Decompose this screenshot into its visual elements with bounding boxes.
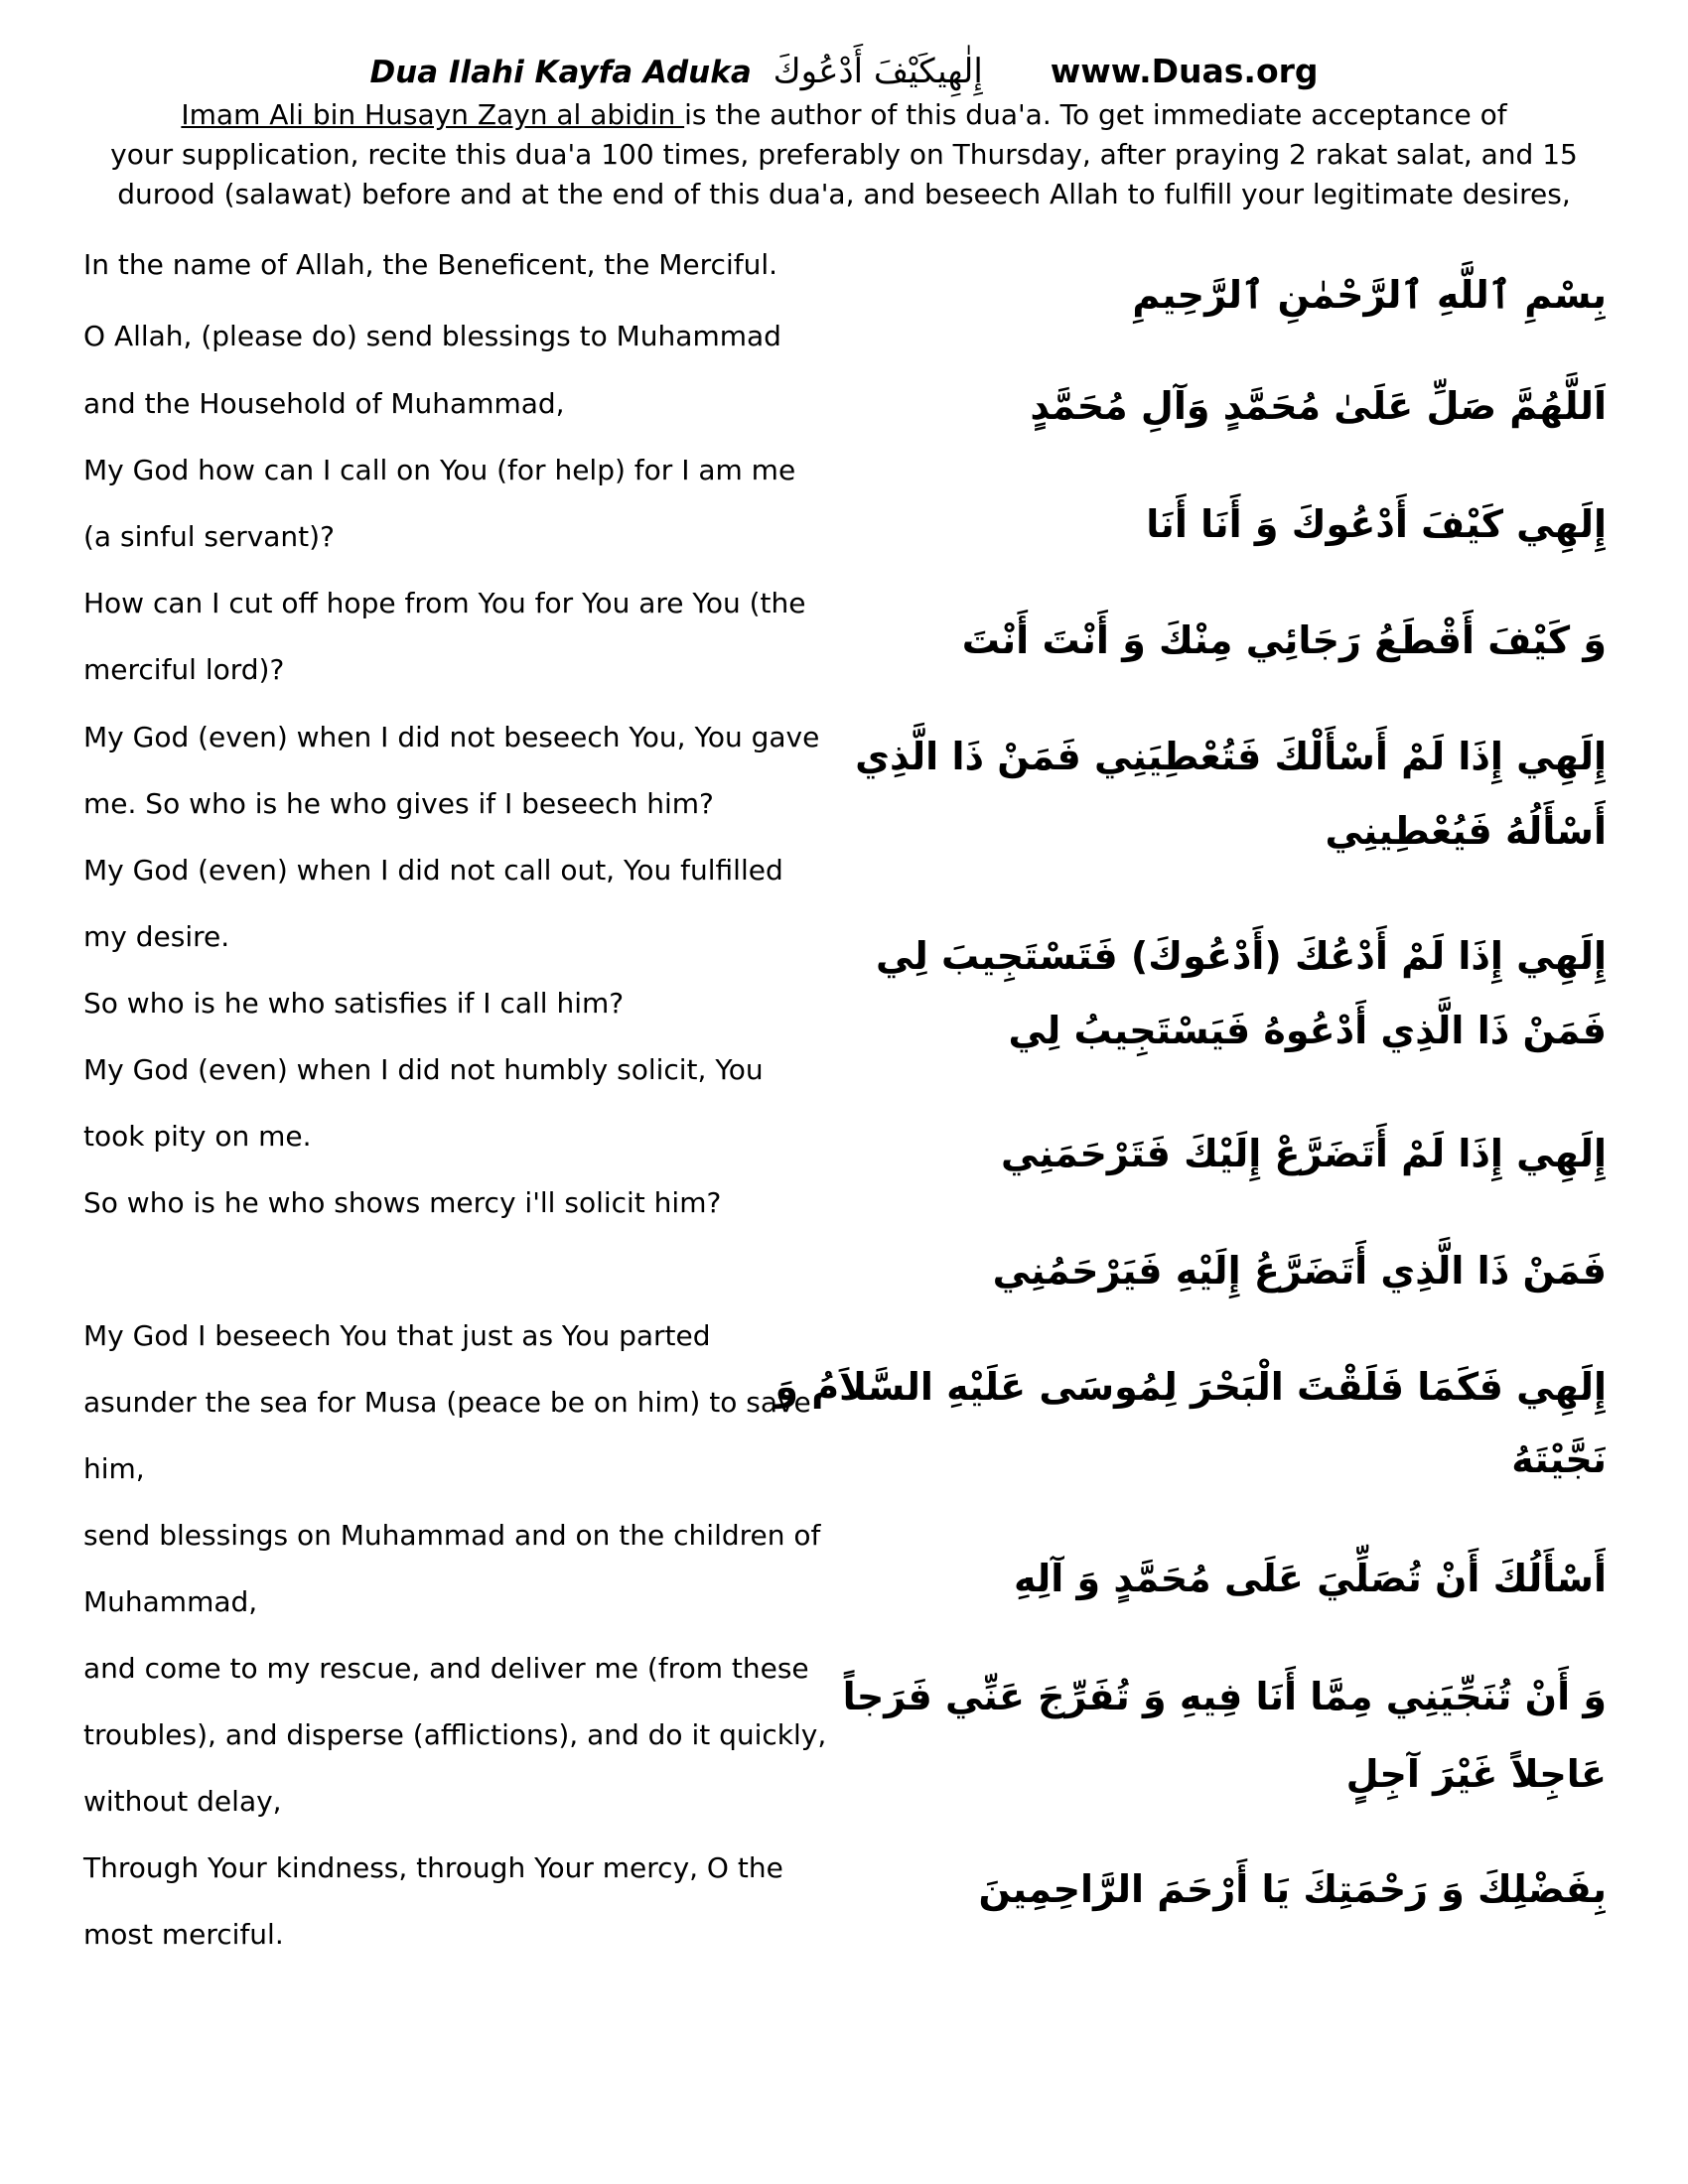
english-line: My God I beseech You that just as You parted: [83, 1319, 711, 1352]
title-row: [0, 52, 1688, 92]
arabic-line: بِسْمِ ٱللَّهِ ٱلرَّحْمٰنِ ٱلرَّحِيمِ: [1132, 273, 1607, 317]
english-line: without delay,: [83, 1785, 282, 1818]
english-line: Through Your kindness, through Your mercy, O the: [83, 1851, 783, 1884]
arabic-line: عَاجِلاً غَيْرَ آجِلٍ: [1345, 1752, 1607, 1796]
english-line: My God (even) when I did not call out, You fulfilled: [83, 854, 783, 887]
arabic-line: إِلَهِي إِذَا لَمْ أَتَضَرَّعْ إِلَيْكَ فَتَرْحَمَنِي: [1001, 1132, 1607, 1175]
arabic-line: وَ أَنْ تُنَجِّيَنِي مِمَّا أَنَا فِيهِ وَ تُفَرِّجَ عَنِّي فَرَجاً: [842, 1675, 1607, 1718]
english-line: troubles), and disperse (afflictions), and do it quickly,: [83, 1718, 827, 1751]
arabic-line: وَ كَيْفَ أَقْطَعُ رَجَائِي مِنْكَ وَ أَنْتَ أَنْتَ: [961, 618, 1607, 662]
author-link[interactable]: Imam Ali bin Husayn Zayn al abidin: [181, 98, 685, 131]
intro-line-2: your supplication, recite this dua'a 100 times, preferably on Thursday, after praying 2 rakat salat, and 15: [110, 138, 1578, 171]
english-line: my desire.: [83, 920, 230, 953]
arabic-line: أَسْأَلُهُ فَيُعْطِينِي: [1325, 809, 1607, 853]
english-line: So who is he who satisfies if I call him?: [83, 987, 625, 1020]
arabic-line: فَمَنْ ذَا الَّذِي أَتَضَرَّعُ إِلَيْهِ فَيَرْحَمُنِي: [992, 1249, 1607, 1293]
arabic-line: إِلَهِي فَكَمَا فَلَقْتَ الْبَحْرَ لِمُوسَى عَلَيْهِ السَّلاَمُ وَ: [774, 1365, 1607, 1409]
english-line: Muhammad,: [83, 1585, 258, 1618]
arabic-line: اَللَّهُمَّ صَلِّ عَلَىٰ مُحَمَّدٍ وَآلِ مُحَمَّدٍ: [1030, 384, 1607, 428]
arabic-line: نَجَّيْتَهُ: [1511, 1437, 1607, 1481]
english-line: and come to my rescue, and deliver me (from these: [83, 1652, 809, 1685]
intro-paragraph: [79, 95, 1609, 214]
english-line: How can I cut off hope from You for You are You (the: [83, 587, 806, 619]
arabic-line: فَمَنْ ذَا الَّذِي أَدْعُوهُ فَيَسْتَجِيبُ لِي: [1008, 1009, 1607, 1052]
english-line: My God how can I call on You (for help) for I am me: [83, 454, 796, 486]
english-line: send blessings on Muhammad and on the children of: [83, 1519, 821, 1552]
arabic-line: بِفَضْلِكَ وَ رَحْمَتِكَ يَا أَرْحَمَ الرَّاحِمِينَ: [978, 1867, 1607, 1911]
website-link[interactable]: www.Duas.org: [1050, 52, 1319, 90]
intro-line-1: Imam Ali bin Husayn Zayn al abidin is the author of this dua'a. To get immediate acceptance of: [181, 98, 1507, 131]
arabic-line: إِلَهِي إِذَا لَمْ أَدْعُكَ (أَدْعُوكَ) فَتَسْتَجِيبَ لِي: [876, 934, 1607, 978]
english-line: me. So who is he who gives if I beseech him?: [83, 787, 714, 820]
english-line: took pity on me.: [83, 1120, 312, 1153]
english-line: and the Household of Muhammad,: [83, 387, 565, 420]
english-line: My God (even) when I did not humbly solicit, You: [83, 1053, 764, 1086]
english-line: him,: [83, 1452, 145, 1485]
arabic-line: إِلَهِي كَيْفَ أَدْعُوكَ وَ أَنَا أَنَا: [1146, 502, 1607, 546]
english-line: asunder the sea for Musa (peace be on him) to save: [83, 1386, 811, 1419]
english-line: merciful lord)?: [83, 653, 285, 686]
arabic-line: إِلَهِي إِذَا لَمْ أَسْأَلْكَ فَتُعْطِيَنِي فَمَنْ ذَا الَّذِي: [855, 735, 1607, 778]
english-line: (a sinful servant)?: [83, 520, 335, 553]
english-line: most merciful.: [83, 1918, 284, 1951]
english-line: O Allah, (please do) send blessings to Muhammad: [83, 320, 781, 352]
page-title-arabic: إِلٰهِيكَيْفَ أَدْعُوكَ: [773, 52, 983, 91]
english-line: So who is he who shows mercy i'll solicit him?: [83, 1186, 722, 1219]
english-line: In the name of Allah, the Beneficent, the Merciful.: [83, 248, 778, 281]
english-line: My God (even) when I did not beseech You, You gave: [83, 721, 820, 753]
arabic-line: أَسْأَلُكَ أَنْ تُصَلِّيَ عَلَى مُحَمَّدٍ وَ آلِهِ: [1013, 1557, 1607, 1600]
intro-line-3: durood (salawat) before and at the end of this dua'a, and beseech Allah to fulfill your legitimate desires,: [117, 178, 1571, 210]
page-title: Dua Ilahi Kayfa Aduka: [369, 55, 752, 90]
